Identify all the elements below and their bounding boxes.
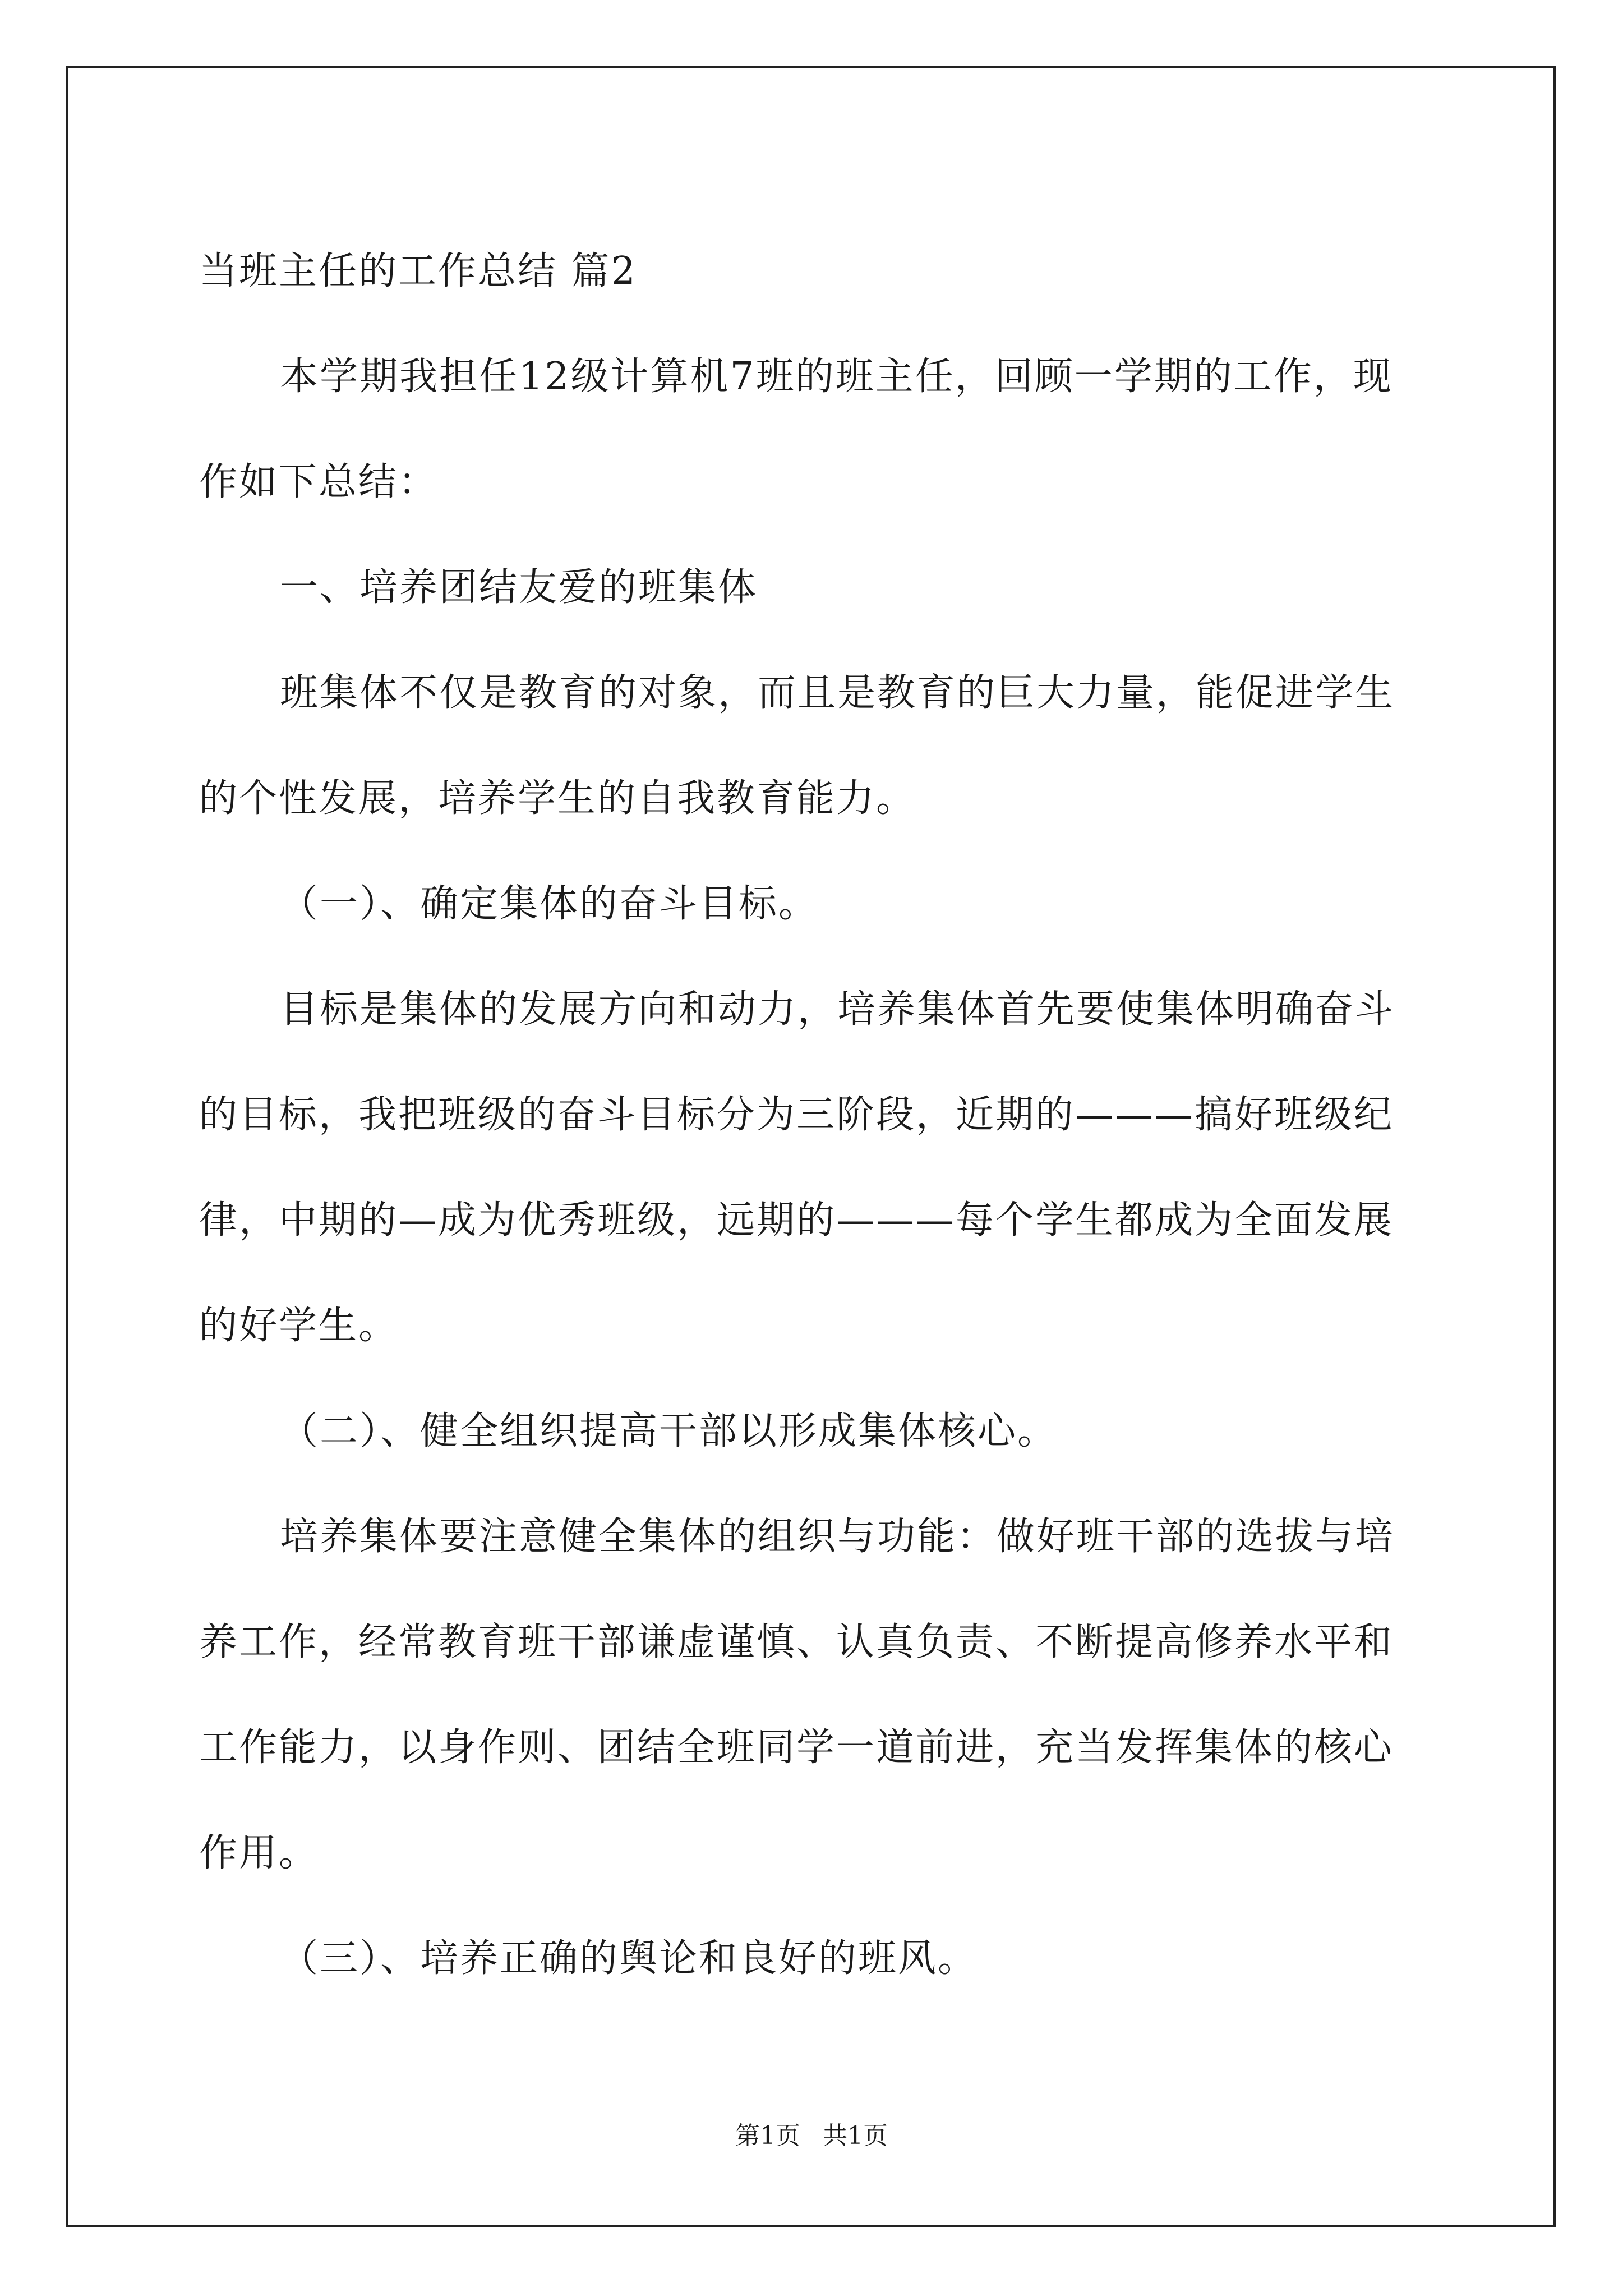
subheading-1: （一）、确定集体的奋斗目标。 (280, 882, 819, 926)
document-body (199, 219, 1427, 2012)
page-number-total: 共1页 (823, 2122, 888, 2150)
section-heading-1: 一、培养团结友爱的班集体 (280, 565, 758, 610)
page-footer (0, 2119, 1623, 2153)
paragraph-collective: 班集体不仅是教育的对象，而且是教育的巨大力量，能促进学生的个性发展，培养学生的自我教育能力。 (199, 671, 1395, 821)
subheading-2: （二）、健全组织提高干部以形成集体核心。 (280, 1409, 1058, 1453)
paragraph-organization: 培养集体要注意健全集体的组织与功能：做好班干部的选拔与培养工作，经常教育班干部谦虚谨慎、认真负责、不断提高修养水平和工作能力，以身作则、团结全班同学一道前进，充当发挥集体的核心作用。 (199, 1515, 1395, 1875)
subheading-3: （三）、培养正确的舆论和良好的班风。 (280, 1936, 978, 1981)
paragraph-intro: 本学期我担任12级计算机7班的班主任，回顾一学期的工作，现作如下总结： (199, 355, 1393, 504)
paragraph-goals: 目标是集体的发展方向和动力，培养集体首先要使集体明确奋斗的目标，我把班级的奋斗目标分为三阶段，近期的———搞好班级纪律，中期的—成为优秀班级，远期的———每个学生都成为全面发展的好学生。 (199, 987, 1395, 1348)
page-number-current: 第1页 (735, 2122, 800, 2150)
document-title: 当班主任的工作总结 篇2 (199, 249, 637, 293)
